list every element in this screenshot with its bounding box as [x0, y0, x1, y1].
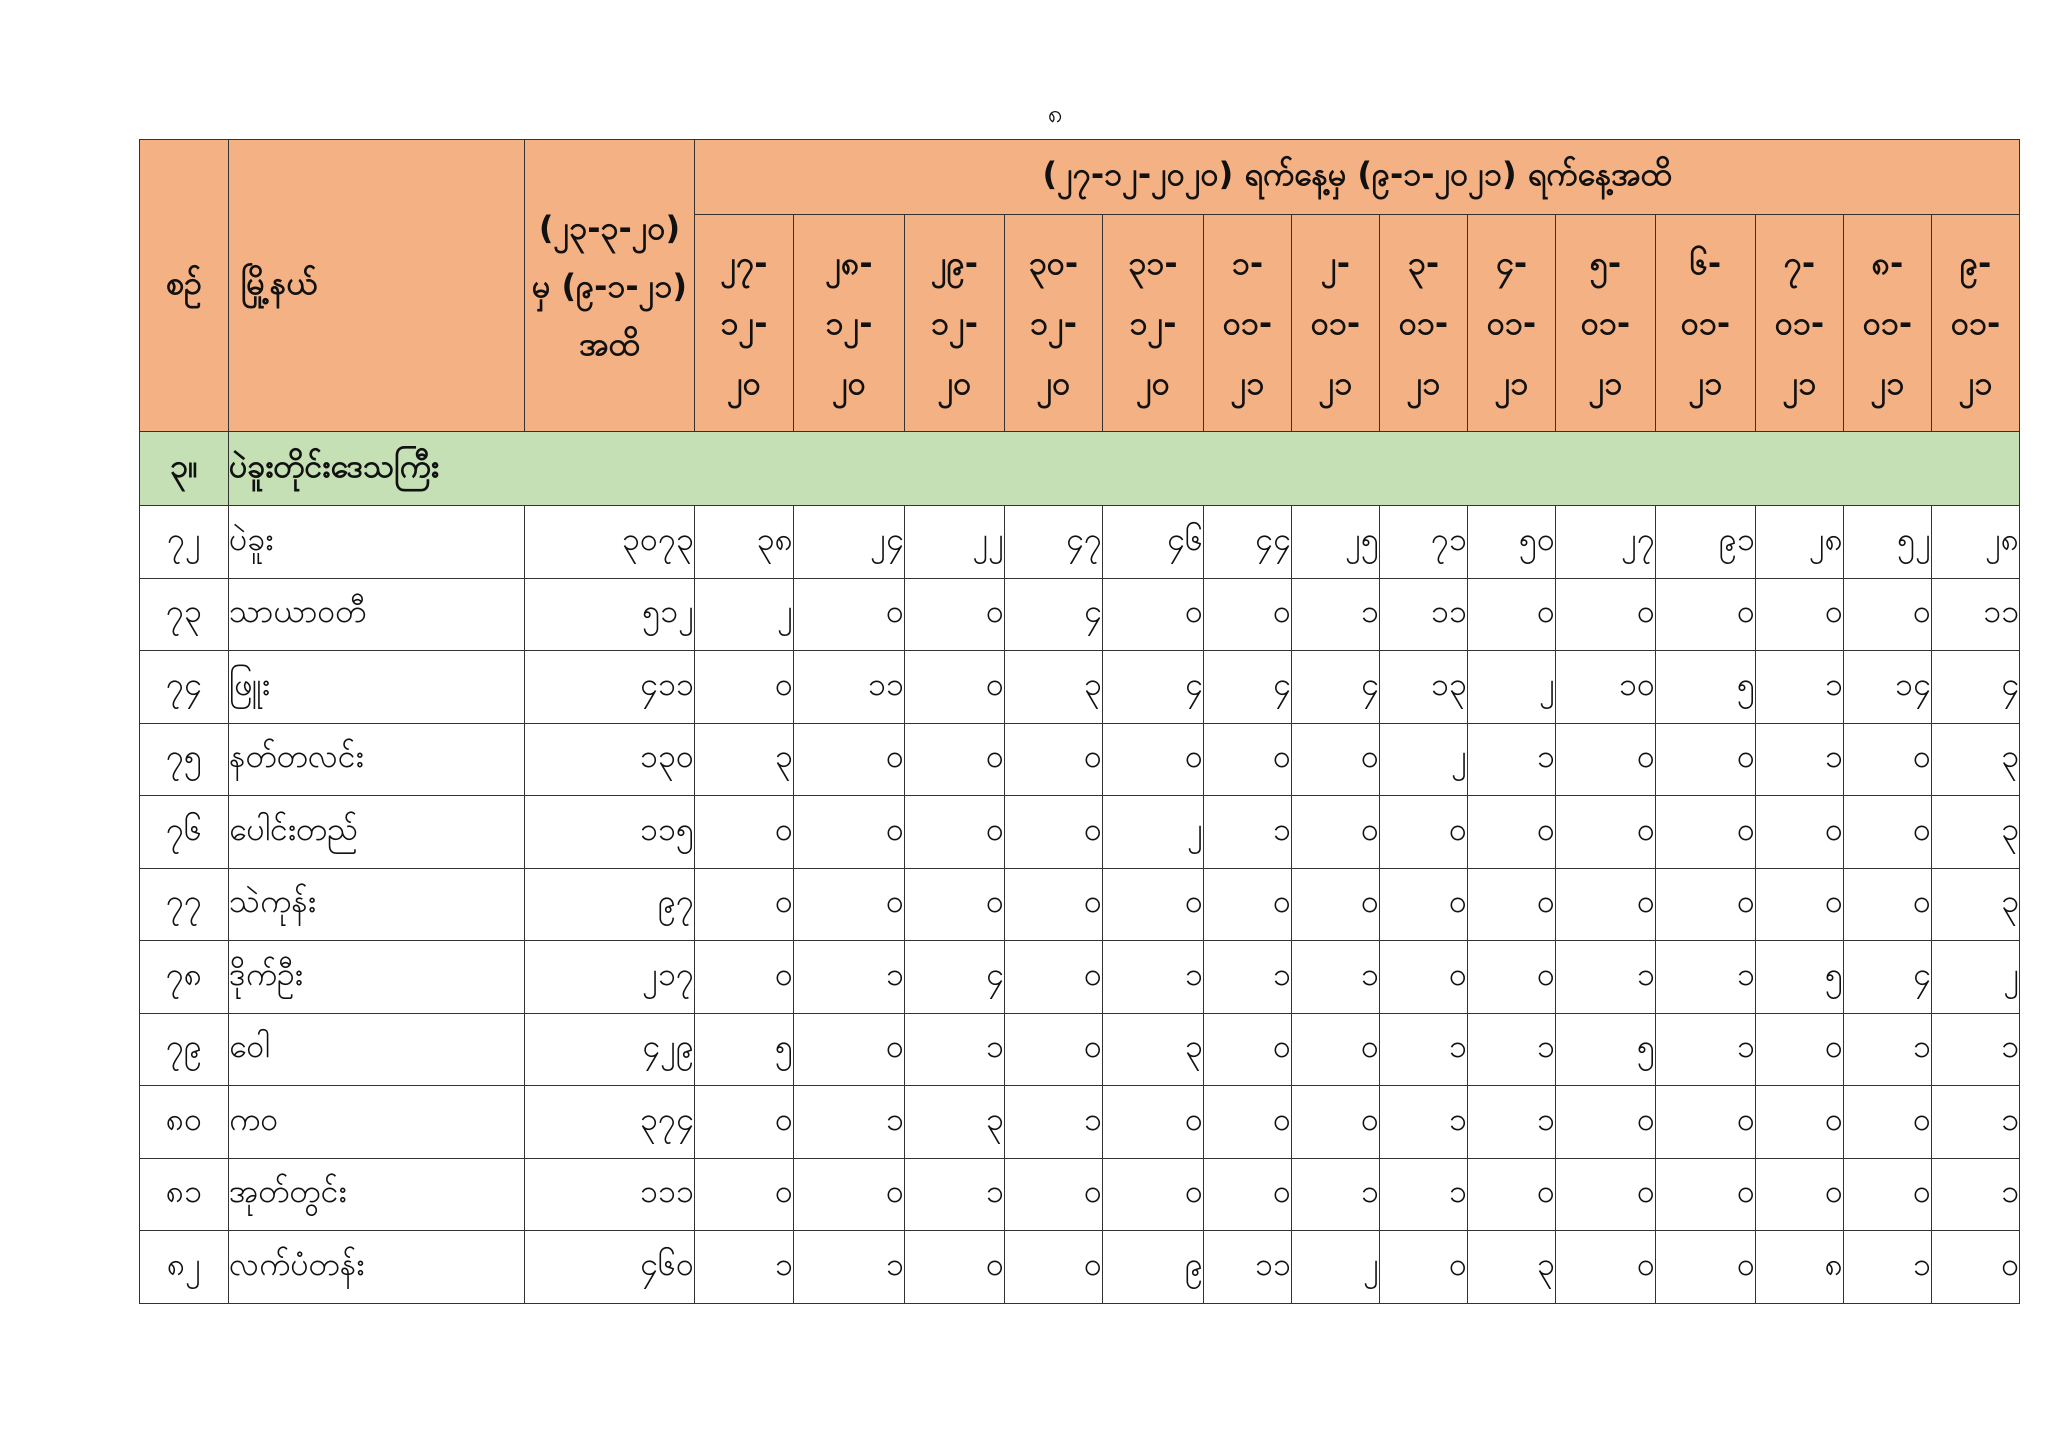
serial-cell: ၈၀: [140, 1086, 229, 1159]
daily-value-cell: ၀: [1656, 796, 1756, 869]
table-row: [140, 1158, 2020, 1231]
daily-value-cell: ၁၁: [794, 651, 905, 724]
header-date: [1468, 215, 1556, 432]
daily-value-cell: ၄၆: [1103, 506, 1204, 579]
daily-value-cell: ၀: [1556, 796, 1656, 869]
daily-value-cell: ၀: [1556, 1231, 1656, 1304]
daily-value-cell: ၁: [1844, 1231, 1932, 1304]
daily-value-cell: ၀: [794, 1013, 905, 1086]
daily-value-cell: ၂၂: [905, 506, 1005, 579]
daily-value-cell: ၁: [1468, 1013, 1556, 1086]
header-date-part: ၂၁: [1782, 364, 1817, 402]
daily-value-cell: ၀: [794, 1158, 905, 1231]
daily-value-cell: ၀: [1756, 1158, 1844, 1231]
daily-value-cell: ၀: [1103, 1158, 1204, 1231]
township-cell: ပဲခူး: [229, 506, 525, 579]
daily-value-cell: ၀: [1292, 868, 1380, 941]
daily-value-cell: ၀: [1656, 723, 1756, 796]
header-date-part: ၅-: [1589, 244, 1622, 282]
daily-value-cell: ၅: [695, 1013, 794, 1086]
daily-value-cell: ၄: [1932, 651, 2020, 724]
header-date-part: ၂၇-: [720, 244, 768, 282]
table-row: [140, 1086, 2020, 1159]
daily-value-cell: ၂၈: [1932, 506, 2020, 579]
daily-value-cell: ၃: [1005, 651, 1103, 724]
daily-value-cell: ၁: [1292, 578, 1380, 651]
daily-value-cell: ၃: [905, 1086, 1005, 1159]
daily-value-cell: ၁၁: [1932, 578, 2020, 651]
table-row: [140, 941, 2020, 1014]
header-date-part: ၂၁: [1494, 364, 1529, 402]
daily-value-cell: ၅: [1756, 941, 1844, 1014]
region-name: ပဲခူးတိုင်းဒေသကြီး: [229, 432, 2020, 506]
daily-value-cell: ၁: [794, 1231, 905, 1304]
cumulative-cell: ၄၂၉: [525, 1013, 695, 1086]
daily-value-cell: ၀: [794, 796, 905, 869]
daily-value-cell: ၄: [1204, 651, 1292, 724]
daily-value-cell: ၀: [695, 941, 794, 1014]
header-date-part: ၂၁: [1318, 364, 1353, 402]
daily-value-cell: ၀: [1005, 868, 1103, 941]
header-date-part: ၆-: [1689, 244, 1722, 282]
daily-value-cell: ၄: [1103, 651, 1204, 724]
header-date-part: ၃၀-: [1028, 244, 1079, 282]
header-date-part: ၂၈-: [825, 244, 873, 282]
daily-value-cell: ၁: [905, 1013, 1005, 1086]
daily-value-cell: ၁: [1380, 1013, 1468, 1086]
cumulative-cell: ၁၁၅: [525, 796, 695, 869]
daily-value-cell: ၀: [1005, 1231, 1103, 1304]
daily-value-cell: ၁: [1380, 1086, 1468, 1159]
daily-value-cell: ၁: [1932, 1013, 2020, 1086]
daily-value-cell: ၁: [1556, 941, 1656, 1014]
daily-value-cell: ၀: [1844, 578, 1932, 651]
daily-value-cell: ၀: [1005, 941, 1103, 1014]
daily-value-cell: ၃၈: [695, 506, 794, 579]
daily-value-cell: ၃: [1103, 1013, 1204, 1086]
header-date-part: ၀၁-: [1222, 304, 1273, 342]
daily-value-cell: ၀: [1103, 1086, 1204, 1159]
daily-value-cell: ၄: [905, 941, 1005, 1014]
header-township: မြို့နယ်: [229, 140, 525, 432]
township-cell: နတ်တလင်း: [229, 723, 525, 796]
table-row: [140, 1013, 2020, 1086]
daily-value-cell: ၁: [1932, 1086, 2020, 1159]
township-cell: ကဝ: [229, 1086, 525, 1159]
daily-value-cell: ၀: [1756, 796, 1844, 869]
daily-value-cell: ၀: [695, 868, 794, 941]
daily-value-cell: ၀: [1844, 868, 1932, 941]
header-date-part: ၂၉-: [931, 244, 978, 282]
daily-value-cell: ၁၁: [1204, 1231, 1292, 1304]
daily-value-cell: ၁: [1656, 941, 1756, 1014]
daily-value-cell: ၀: [905, 578, 1005, 651]
daily-value-cell: ၉: [1103, 1231, 1204, 1304]
daily-value-cell: ၀: [1468, 941, 1556, 1014]
daily-value-cell: ၀: [905, 868, 1005, 941]
header-date-part: ၂၁: [1230, 364, 1265, 402]
header-date: [1656, 215, 1756, 432]
daily-value-cell: ၀: [1556, 1158, 1656, 1231]
daily-value-cell: ၄၇: [1005, 506, 1103, 579]
header-date-part: ၂၁: [1958, 364, 1993, 402]
header-date-part: ၂၀: [832, 364, 866, 402]
header-serial: စဉ်: [140, 140, 229, 432]
serial-cell: ၇၄: [140, 651, 229, 724]
daily-value-cell: ၀: [1556, 868, 1656, 941]
cumulative-cell: ၄၁၁: [525, 651, 695, 724]
township-cell: လက်ပံတန်း: [229, 1231, 525, 1304]
daily-value-cell: ၀: [1756, 578, 1844, 651]
township-cell: ပေါင်းတည်: [229, 796, 525, 869]
header-date: [905, 215, 1005, 432]
daily-value-cell: ၁: [794, 941, 905, 1014]
daily-value-cell: ၀: [1656, 578, 1756, 651]
serial-cell: ၈၂: [140, 1231, 229, 1304]
daily-value-cell: ၁: [1844, 1013, 1932, 1086]
daily-value-cell: ၀: [1204, 1013, 1292, 1086]
daily-value-cell: ၂: [1468, 651, 1556, 724]
serial-cell: ၇၅: [140, 723, 229, 796]
daily-value-cell: ၁၃: [1380, 651, 1468, 724]
daily-value-cell: ၁၀: [1556, 651, 1656, 724]
daily-value-cell: ၀: [1756, 1013, 1844, 1086]
daily-value-cell: ၀: [905, 651, 1005, 724]
cumulative-cell: ၃၇၄: [525, 1086, 695, 1159]
daily-value-cell: ၃: [1932, 723, 2020, 796]
serial-cell: ၇၈: [140, 941, 229, 1014]
daily-value-cell: ၀: [1844, 796, 1932, 869]
header-date-part: ၁၂-: [720, 304, 768, 342]
header-date-part: ၀၁-: [1486, 304, 1537, 342]
daily-value-cell: ၃: [1468, 1231, 1556, 1304]
daily-value-cell: ၀: [1844, 723, 1932, 796]
daily-value-cell: ၁: [1468, 723, 1556, 796]
daily-value-cell: ၀: [1103, 723, 1204, 796]
daily-value-cell: ၂၈: [1756, 506, 1844, 579]
serial-cell: ၇၉: [140, 1013, 229, 1086]
daily-value-cell: ၀: [1468, 796, 1556, 869]
header-cumulative: (၂၃-၃-၂၀) မှ (၉-၁-၂၁) အထိ: [525, 140, 695, 432]
header-date-part: ၉-: [1959, 244, 1992, 282]
header-date-part: ၀၁-: [1774, 304, 1825, 342]
daily-value-cell: ၁၄: [1844, 651, 1932, 724]
daily-value-cell: ၀: [1005, 796, 1103, 869]
region-row: [140, 432, 2020, 506]
header-date-part: ၀၁-: [1580, 304, 1631, 342]
daily-value-cell: ၀: [1556, 578, 1656, 651]
daily-value-cell: ၅: [1556, 1013, 1656, 1086]
daily-value-cell: ၀: [794, 868, 905, 941]
daily-value-cell: ၀: [1380, 941, 1468, 1014]
page-number: ၈: [1047, 99, 1063, 129]
daily-value-cell: ၁: [1756, 723, 1844, 796]
daily-value-cell: ၀: [1103, 578, 1204, 651]
daily-value-cell: ၀: [1756, 868, 1844, 941]
daily-value-cell: ၅၂: [1844, 506, 1932, 579]
daily-value-cell: ၀: [1556, 1086, 1656, 1159]
daily-value-cell: ၁: [1005, 1086, 1103, 1159]
serial-cell: ၇၂: [140, 506, 229, 579]
daily-value-cell: ၁: [1103, 941, 1204, 1014]
header-date-part: ၂၁: [1870, 364, 1905, 402]
table-body: [140, 432, 2020, 1304]
township-cell: အုတ်တွင်း: [229, 1158, 525, 1231]
daily-value-cell: ၀: [1204, 868, 1292, 941]
daily-value-cell: ၄၄: [1204, 506, 1292, 579]
header-date: [1380, 215, 1468, 432]
table-row: [140, 578, 2020, 651]
daily-value-cell: ၀: [695, 1086, 794, 1159]
header-date-part: ၂-: [1321, 244, 1350, 282]
cumulative-cell: ၂၁၇: [525, 941, 695, 1014]
header-date-part: ၂၀: [727, 364, 761, 402]
daily-value-cell: ၀: [1380, 1231, 1468, 1304]
daily-value-cell: ၀: [695, 651, 794, 724]
township-cell: ဖြူး: [229, 651, 525, 724]
daily-value-cell: ၀: [1556, 723, 1656, 796]
daily-value-cell: ၀: [905, 796, 1005, 869]
header-date: [794, 215, 905, 432]
daily-value-cell: ၀: [1204, 578, 1292, 651]
header-date: [695, 215, 794, 432]
township-cell: ဒိုက်ဦး: [229, 941, 525, 1014]
cumulative-cell: ၉၇: [525, 868, 695, 941]
daily-value-cell: ၁: [1756, 651, 1844, 724]
daily-value-cell: ၀: [1204, 1086, 1292, 1159]
daily-value-cell: ၀: [794, 723, 905, 796]
daily-value-cell: ၀: [1204, 1158, 1292, 1231]
daily-value-cell: ၁၁: [1380, 578, 1468, 651]
daily-value-cell: ၂: [1932, 941, 2020, 1014]
header-date-part: ၁၂-: [1129, 304, 1177, 342]
header-date-part: ၂၁: [1588, 364, 1623, 402]
header-date-part: ၈-: [1871, 244, 1904, 282]
serial-cell: ၇၆: [140, 796, 229, 869]
daily-value-cell: ၀: [1932, 1231, 2020, 1304]
header-date-part: ၁၂-: [825, 304, 873, 342]
daily-value-cell: ၀: [1468, 868, 1556, 941]
daily-value-cell: ၀: [1468, 1158, 1556, 1231]
table-row: [140, 723, 2020, 796]
header-date-part: ၂၀: [1136, 364, 1170, 402]
daily-value-cell: ၁: [1204, 796, 1292, 869]
daily-value-cell: ၁: [1932, 1158, 2020, 1231]
daily-value-cell: ၀: [1103, 868, 1204, 941]
daily-value-cell: ၂၇: [1556, 506, 1656, 579]
table-header: [140, 140, 2020, 432]
header-date-part: ၁-: [1231, 244, 1264, 282]
header-date: [1756, 215, 1844, 432]
daily-value-cell: ၀: [1292, 723, 1380, 796]
daily-value-cell: ၁: [1468, 1086, 1556, 1159]
header-date-part: ၁၂-: [1030, 304, 1077, 342]
daily-value-cell: ၁: [905, 1158, 1005, 1231]
daily-value-cell: ၅: [1656, 651, 1756, 724]
header-date-part: ၀၁-: [1398, 304, 1449, 342]
header-date: [1556, 215, 1656, 432]
daily-value-cell: ၂: [1292, 1231, 1380, 1304]
header-date: [1292, 215, 1380, 432]
header-date-part: ၀၁-: [1680, 304, 1731, 342]
header-date-part: ၂၀: [1036, 364, 1071, 402]
daily-value-cell: ၄: [1292, 651, 1380, 724]
daily-value-cell: ၅၀: [1468, 506, 1556, 579]
daily-value-cell: ၂: [695, 578, 794, 651]
header-date-part: ၀၁-: [1950, 304, 2001, 342]
header-date-part: ၄-: [1495, 244, 1528, 282]
daily-value-cell: ၀: [1656, 1158, 1756, 1231]
daily-value-cell: ၀: [1380, 868, 1468, 941]
header-date: [1103, 215, 1204, 432]
township-cell: ဝေါ: [229, 1013, 525, 1086]
header-date-part: ၇-: [1783, 244, 1816, 282]
daily-value-cell: ၃: [695, 723, 794, 796]
daily-value-cell: ၀: [1656, 868, 1756, 941]
cumulative-cell: ၅၁၂: [525, 578, 695, 651]
daily-value-cell: ၀: [1204, 723, 1292, 796]
daily-value-cell: ၀: [1380, 796, 1468, 869]
daily-value-cell: ၀: [695, 1158, 794, 1231]
table-row: [140, 651, 2020, 724]
daily-value-cell: ၀: [1005, 1013, 1103, 1086]
header-date: [1204, 215, 1292, 432]
daily-value-cell: ၂: [1103, 796, 1204, 869]
daily-value-cell: ၄: [1844, 941, 1932, 1014]
serial-cell: ၇၃: [140, 578, 229, 651]
daily-value-cell: ၀: [1468, 578, 1556, 651]
daily-value-cell: ၂: [1380, 723, 1468, 796]
daily-value-cell: ၁: [794, 1086, 905, 1159]
daily-value-cell: ၀: [1656, 1231, 1756, 1304]
daily-value-cell: ၀: [695, 796, 794, 869]
township-cell: သဲကုန်း: [229, 868, 525, 941]
township-cases-table: [139, 139, 2020, 1304]
township-cell: သာယာဝတီ: [229, 578, 525, 651]
header-date-part: ၂၀: [937, 364, 972, 402]
daily-value-cell: ၀: [794, 578, 905, 651]
daily-value-cell: ၀: [905, 723, 1005, 796]
table-row: [140, 1231, 2020, 1304]
serial-cell: ၇၇: [140, 868, 229, 941]
daily-value-cell: ၁: [1656, 1013, 1756, 1086]
daily-value-cell: ၁: [1204, 941, 1292, 1014]
daily-value-cell: ၀: [1292, 1013, 1380, 1086]
daily-value-cell: ၀: [1756, 1086, 1844, 1159]
header-date-part: ၁၂-: [931, 304, 978, 342]
cumulative-cell: ၃၀၇၃: [525, 506, 695, 579]
daily-value-cell: ၁: [1292, 1158, 1380, 1231]
daily-value-cell: ၃: [1932, 868, 2020, 941]
daily-value-cell: ၃: [1932, 796, 2020, 869]
daily-value-cell: ၀: [905, 1231, 1005, 1304]
daily-value-cell: ၂၅: [1292, 506, 1380, 579]
region-number: ၃။: [140, 432, 229, 506]
daily-value-cell: ၀: [1844, 1158, 1932, 1231]
header-date: [1932, 215, 2020, 432]
table-row: [140, 868, 2020, 941]
header-date: [1844, 215, 1932, 432]
header-date-part: ၂၁: [1406, 364, 1441, 402]
header-date-part: ၃၁-: [1128, 244, 1178, 282]
header-date-part: ၂၁: [1688, 364, 1723, 402]
daily-value-cell: ၀: [1005, 1158, 1103, 1231]
table-row: [140, 506, 2020, 579]
daily-value-cell: ၀: [1292, 796, 1380, 869]
header-date-range: (၂၇-၁၂-၂၀၂၀) ရက်နေ့မှ (၉-၁-၂၀၂၁) ရက်နေ့အထိ: [695, 140, 2020, 215]
daily-value-cell: ၇၁: [1380, 506, 1468, 579]
header-date: [1005, 215, 1103, 432]
daily-value-cell: ၈: [1756, 1231, 1844, 1304]
daily-value-cell: ၁: [695, 1231, 794, 1304]
daily-value-cell: ၄: [1005, 578, 1103, 651]
cumulative-cell: ၄၆၀: [525, 1231, 695, 1304]
serial-cell: ၈၁: [140, 1158, 229, 1231]
daily-value-cell: ၀: [1005, 723, 1103, 796]
daily-value-cell: ၁: [1292, 941, 1380, 1014]
daily-value-cell: ၀: [1844, 1086, 1932, 1159]
daily-value-cell: ၉၁: [1656, 506, 1756, 579]
header-date-part: ၃-: [1407, 244, 1440, 282]
daily-value-cell: ၁: [1380, 1158, 1468, 1231]
cumulative-cell: ၁၃၀: [525, 723, 695, 796]
header-date-part: ၀၁-: [1310, 304, 1361, 342]
daily-value-cell: ၀: [1292, 1086, 1380, 1159]
daily-value-cell: ၀: [1656, 1086, 1756, 1159]
table-row: [140, 796, 2020, 869]
header-date-part: ၀၁-: [1862, 304, 1913, 342]
daily-value-cell: ၂၄: [794, 506, 905, 579]
cumulative-cell: ၁၁၁: [525, 1158, 695, 1231]
